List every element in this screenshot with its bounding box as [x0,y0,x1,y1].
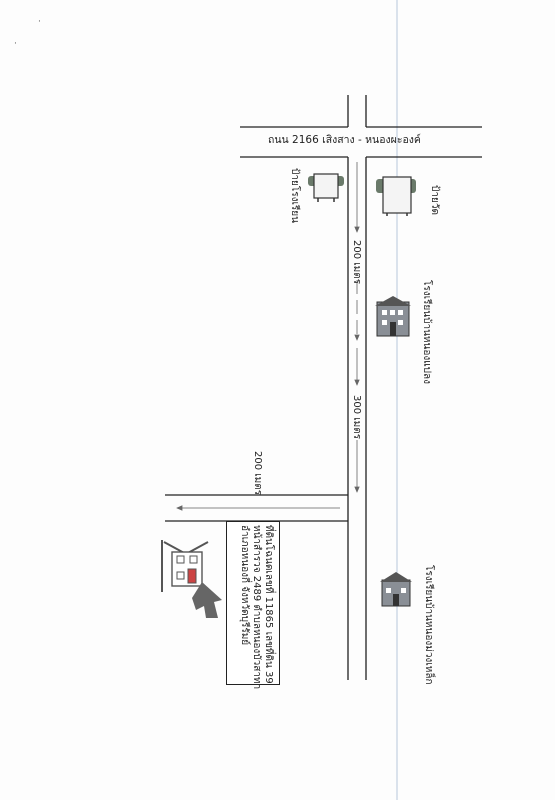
address-box [226,521,280,690]
school-label-1: โรงเรียนบ้านหนองแปลง [421,280,432,385]
address-line-3: อำเภอหนองกี่ จังหวัดบุรีรัมย์ [239,525,250,646]
address-line-1: ที่ดินโฉนดเลขที่ 11865 เลขที่ดิน 39 [263,525,274,684]
road-label: ถนน 2166 เสิงสาง - หนองผะองค์ [268,134,421,146]
sign-board-icon [375,171,417,217]
address-line-2: หน้าสำรวจ 2489 ตำบลหนองบัวสาทา [251,525,262,690]
school-building-icon [375,296,411,340]
scan-speck: · [38,17,41,27]
school-sign-icon [308,170,344,204]
sign-label-wat: ป้ายวัด [429,185,440,215]
distance-label-2: 300 เมตร [351,395,362,440]
school-label-2: โรงเรียนบ้านหนองม่วงเหล็ก [423,565,434,685]
scan-speck: · [14,39,17,49]
distance-label-3: 200 เมตร [252,451,263,496]
distance-label-1: 200 เมตร [351,240,362,285]
sign-label-school: ป้ายโรงเรียน [289,168,300,223]
school-building-2-icon [380,572,412,612]
arrow-icon [190,580,224,620]
